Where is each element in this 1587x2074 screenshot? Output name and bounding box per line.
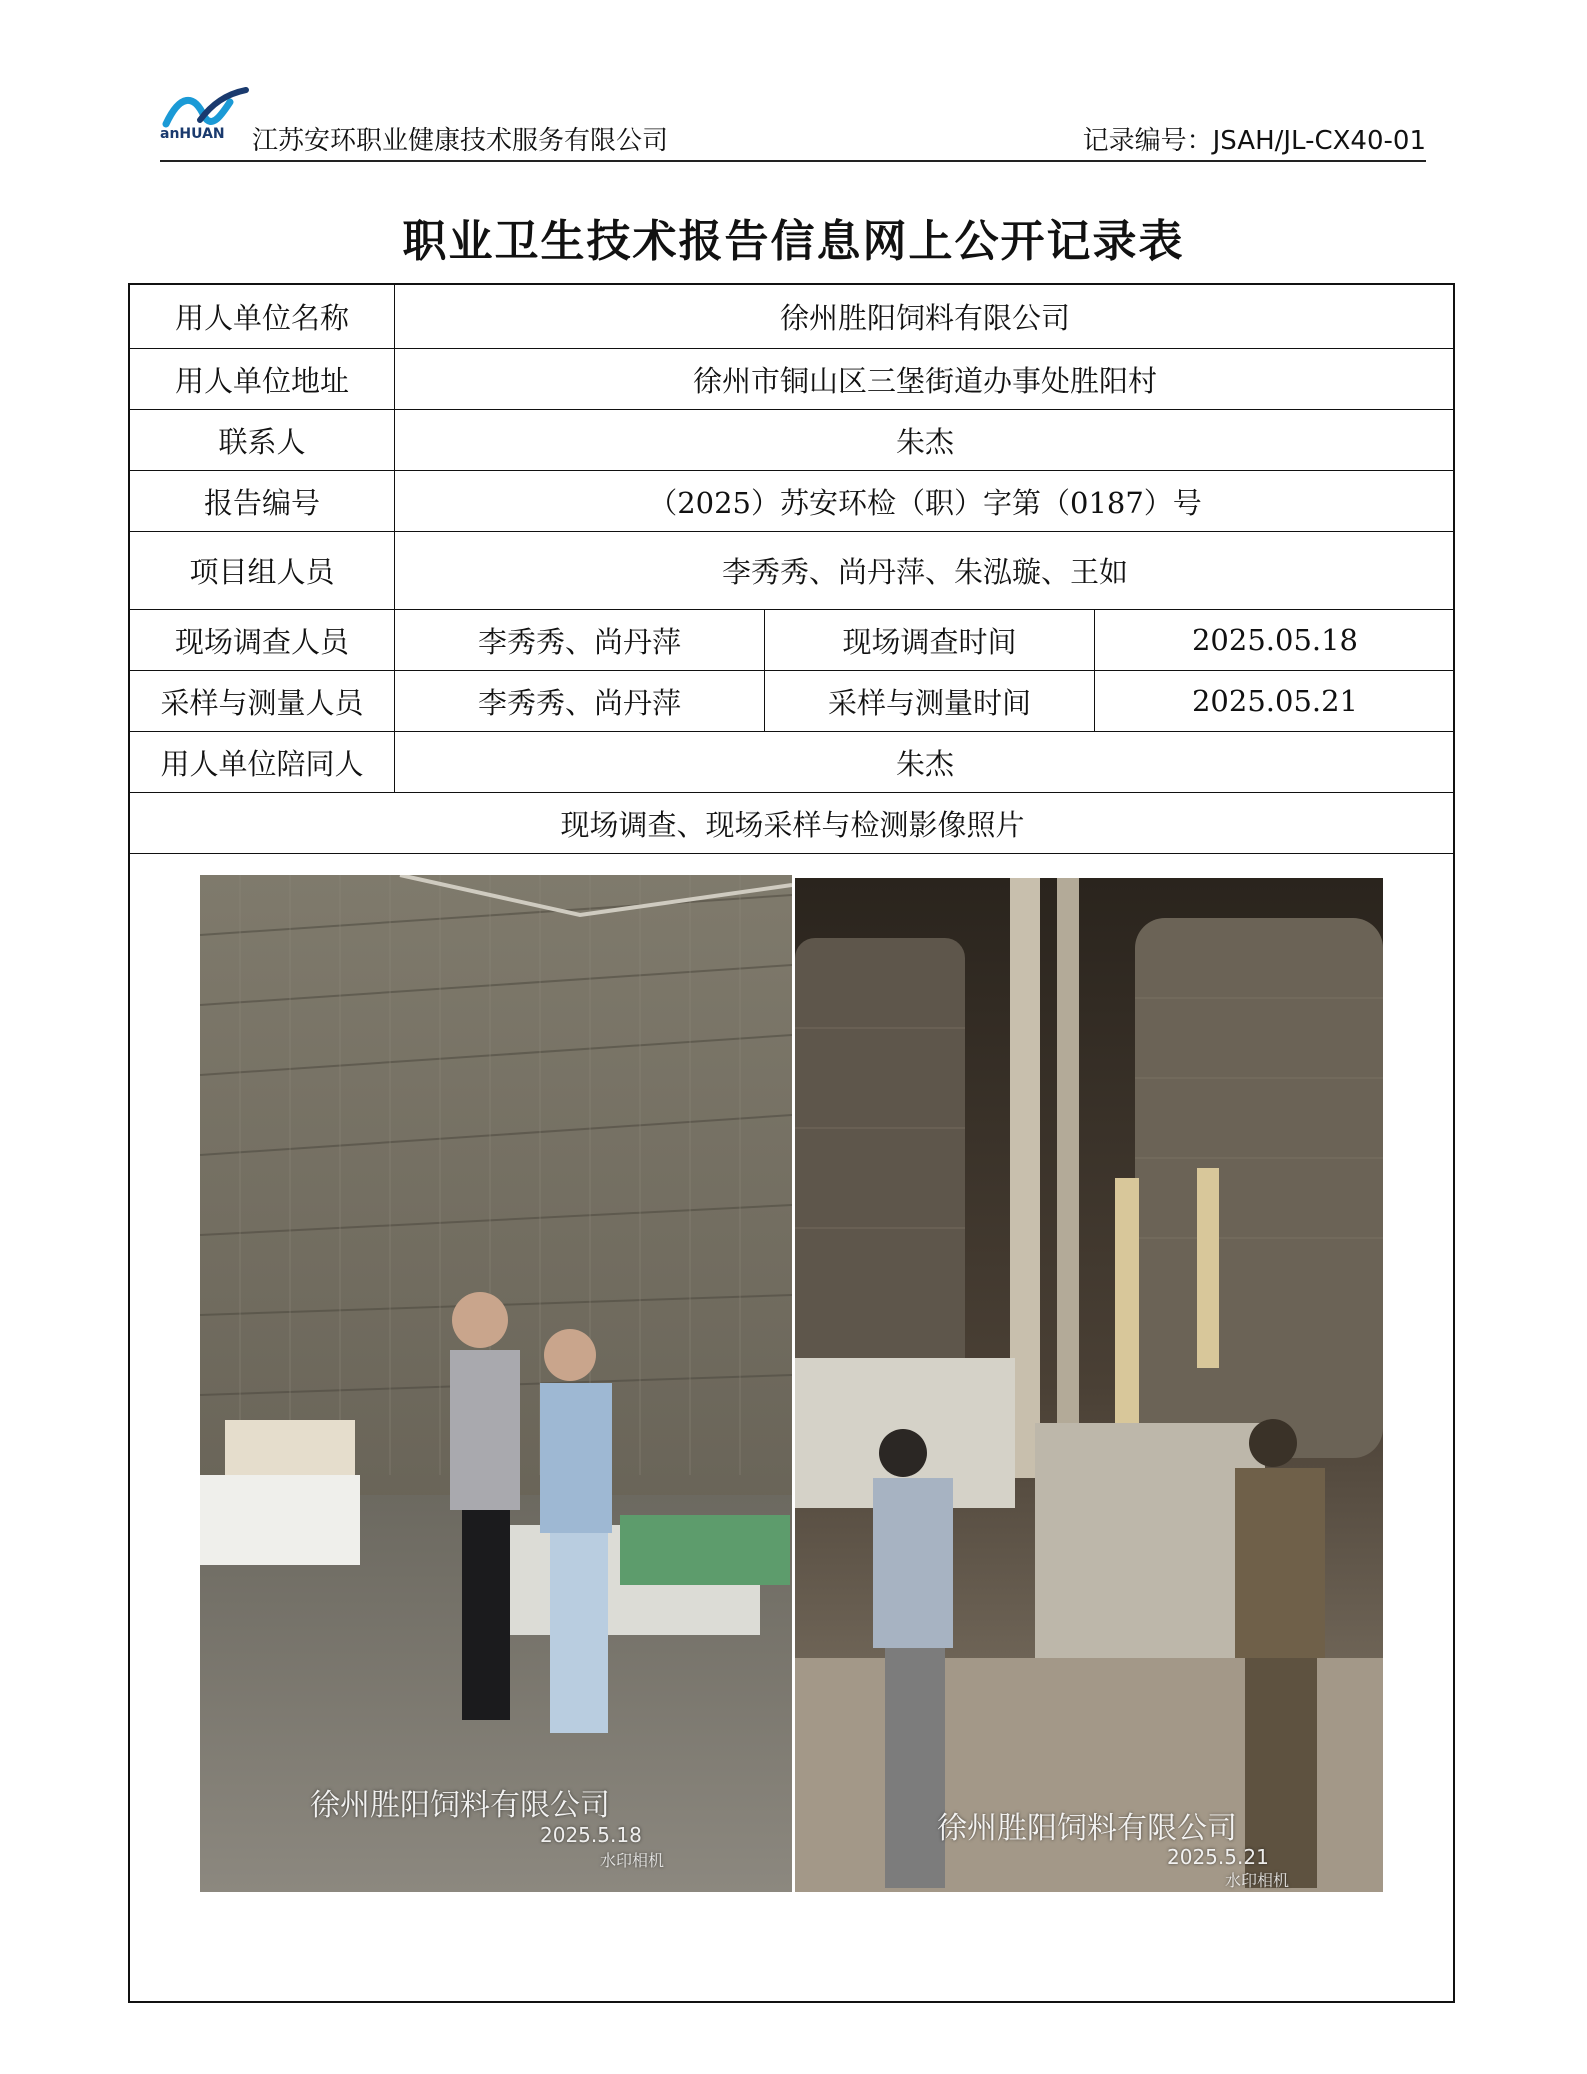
silo-photo-image — [795, 878, 1383, 1892]
survey-time-label: 现场调查时间 — [765, 610, 1095, 670]
escort-label: 用人单位陪同人 — [130, 732, 395, 792]
row-survey — [130, 610, 1453, 671]
photos-heading: 现场调查、现场采样与检测影像照片 — [560, 807, 1025, 842]
photo2-watermark-date: 2025.5.21 — [1167, 1845, 1269, 1869]
employer-address-label: 用人单位地址 — [130, 349, 395, 409]
record-number: 记录编号：JSAH/JL-CX40-01 — [1082, 126, 1426, 156]
document-title: 职业卫生技术报告信息网上公开记录表 — [402, 216, 1185, 267]
logo-text: anHUAN — [160, 126, 225, 142]
page-header — [160, 82, 1426, 162]
team-value: 李秀秀、尚丹萍、朱泓璇、王如 — [721, 555, 1128, 589]
sampling-staff-label: 采样与测量人员 — [130, 671, 395, 731]
photo2-watermark-camera: 水印相机 — [1225, 1871, 1290, 1890]
row-employer-name — [130, 285, 1453, 349]
row-employer-address — [130, 349, 1453, 410]
contact-value: 朱杰 — [895, 424, 954, 459]
photo-site-survey — [200, 875, 792, 1892]
employer-address-value: 徐州市铜山区三堡街道办事处胜阳村 — [692, 363, 1157, 398]
row-team — [130, 532, 1453, 610]
row-report-no — [130, 471, 1453, 532]
report-no-value: （2025）苏安环检（职）字第（0187）号 — [648, 485, 1202, 520]
escort-value: 朱杰 — [895, 746, 954, 781]
sampling-time-value: 2025.05.21 — [1191, 684, 1359, 718]
row-escort — [130, 732, 1453, 793]
contact-label: 联系人 — [130, 410, 395, 470]
row-sampling — [130, 671, 1453, 732]
survey-staff-value: 李秀秀、尚丹萍 — [395, 610, 765, 670]
employer-name-value: 徐州胜阳饲料有限公司 — [779, 301, 1070, 335]
sampling-staff-value: 李秀秀、尚丹萍 — [395, 671, 765, 731]
photo1-watermark-title: 徐州胜阳饲料有限公司 — [310, 1788, 610, 1823]
photo2-watermark-title: 徐州胜阳饲料有限公司 — [937, 1811, 1237, 1846]
team-label: 项目组人员 — [130, 532, 395, 609]
report-no-label: 报告编号 — [130, 471, 395, 531]
company-name: 江苏安环职业健康技术服务有限公司 — [252, 126, 669, 156]
record-table — [128, 283, 1455, 2003]
survey-time-value: 2025.05.18 — [1191, 623, 1359, 657]
photo1-watermark-camera: 水印相机 — [600, 1851, 665, 1870]
sampling-time-label: 采样与测量时间 — [765, 671, 1095, 731]
row-photos-heading — [130, 793, 1453, 854]
photo1-watermark-date: 2025.5.18 — [540, 1823, 642, 1847]
warehouse-photo-image — [200, 875, 792, 1892]
employer-name-label: 用人单位名称 — [130, 285, 395, 348]
photo-sampling — [795, 878, 1383, 1892]
row-contact — [130, 410, 1453, 471]
survey-staff-label: 现场调查人员 — [130, 610, 395, 670]
